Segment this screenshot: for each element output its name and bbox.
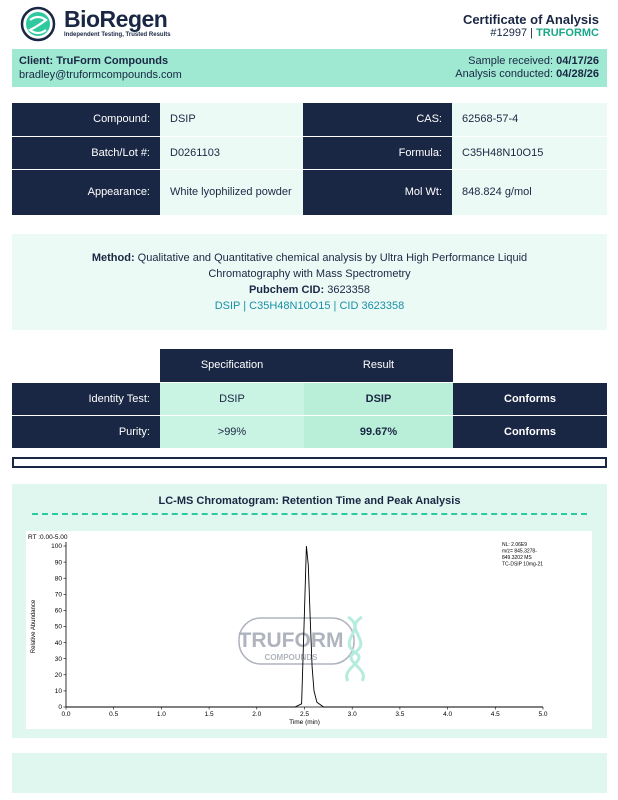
formula-label: Formula: <box>303 136 452 169</box>
y-tick-label: 40 <box>54 639 62 647</box>
method-label: Method: <box>91 252 135 264</box>
y-tick-label: 20 <box>54 672 62 679</box>
watermark-subtitle: COMPOUNDS <box>264 653 318 662</box>
x-tick-label: 3.0 <box>347 711 357 718</box>
cas-value: 62568-57-4 <box>452 103 607 136</box>
y-tick-label: 100 <box>51 543 62 551</box>
identity-label: Identity Test: <box>12 383 160 415</box>
y-tick-label: 60 <box>54 607 62 615</box>
x-tick-label: 1.5 <box>204 711 214 718</box>
divider-box <box>12 457 607 468</box>
batch-label: Batch/Lot #: <box>12 136 160 169</box>
identity-status: Conforms <box>453 383 607 415</box>
x-axis-label: Time (min) <box>289 719 320 726</box>
batch-value: D0261103 <box>160 136 303 169</box>
dashed-divider <box>32 513 587 515</box>
result-column-header: Result <box>304 349 453 382</box>
purity-label: Purity: <box>12 416 160 448</box>
y-tick-label: 90 <box>54 559 62 567</box>
pubchem-links[interactable]: DSIP | C35H48N10O15 | CID 3623358 <box>214 300 405 312</box>
formula-value: C35H48N10O15 <box>452 136 607 169</box>
x-tick-label: 3.5 <box>395 711 405 718</box>
table-row <box>12 169 607 215</box>
table-row <box>12 383 607 415</box>
method-box <box>12 234 607 330</box>
appearance-value: White lyophilized powder <box>160 169 303 215</box>
cas-label: CAS: <box>303 103 452 136</box>
y-tick-label: 70 <box>54 591 62 599</box>
method-text-2: Chromatography with Mass Spectrometry <box>208 268 411 280</box>
spec-column-header: Specification <box>160 349 304 382</box>
rt-range-label: RT :0.00-5.00 <box>28 534 68 541</box>
chromatogram-trace <box>66 546 543 707</box>
document-number: #12997 | TRUFORMC <box>490 27 599 39</box>
footer-panel <box>12 753 607 793</box>
compound-info-table <box>12 103 607 216</box>
y-tick-label: 30 <box>54 655 62 663</box>
appearance-label: Appearance: <box>12 169 160 215</box>
compound-value: DSIP <box>160 103 303 136</box>
table-row <box>12 136 607 169</box>
bioregen-logo-icon <box>20 6 56 42</box>
purity-status: Conforms <box>453 416 607 448</box>
logo-wordmark: BioRegen <box>64 6 168 32</box>
y-axis-label: Relative Abundance <box>31 599 37 654</box>
received-date: 04/17/26 <box>556 55 599 67</box>
x-tick-label: 4.5 <box>490 711 500 718</box>
scan-info-line: NL: 2.06E9 <box>502 542 528 548</box>
x-tick-label: 4.0 <box>443 711 453 718</box>
table-row <box>12 103 607 136</box>
x-tick-label: 2.5 <box>299 711 310 718</box>
identity-result: DSIP <box>304 383 453 415</box>
identity-spec: DSIP <box>160 383 304 415</box>
watermark-title: TRUFORM <box>238 629 344 652</box>
x-tick-label: 0.5 <box>109 711 119 718</box>
cid-value: 3623358 <box>327 284 371 296</box>
chromatogram-panel <box>12 484 607 738</box>
logo-tagline: Independent Testing, Trusted Results <box>64 32 171 38</box>
page-header <box>0 0 618 46</box>
scan-info-line: 849.3202 MS <box>502 555 532 561</box>
scan-info-line: m/z= 845.3278- <box>502 548 537 555</box>
analysis-dates: Sample received: 04/17/26 Analysis conducted: 04/28/26 <box>455 55 599 80</box>
y-tick-label: 0 <box>58 704 62 712</box>
chromatogram-plot <box>26 531 592 729</box>
x-tick-label: 2.0 <box>252 711 262 718</box>
molwt-value: 848.824 g/mol <box>452 169 607 215</box>
molwt-label: Mol Wt: <box>303 169 452 215</box>
y-tick-label: 80 <box>54 575 62 583</box>
conducted-date: 04/28/26 <box>556 68 599 80</box>
client-email[interactable]: bradley@truformcompounds.com <box>19 69 182 81</box>
cid-label: Pubchem CID: <box>248 284 325 296</box>
document-title: Certificate of Analysis <box>462 12 599 27</box>
client-name: Client: TruForm Compounds <box>19 55 169 67</box>
y-tick-label: 10 <box>54 688 62 696</box>
x-tick-label: 5.0 <box>538 711 548 718</box>
x-tick-label: 0.0 <box>61 711 71 718</box>
scan-info-line: TC-DSIP 10mg-21 <box>502 561 544 568</box>
y-tick-label: 50 <box>54 623 62 631</box>
watermark <box>239 617 364 681</box>
compound-label: Compound: <box>12 103 160 136</box>
table-row <box>12 416 607 448</box>
x-tick-label: 1.0 <box>156 711 166 718</box>
client-bar <box>12 49 607 87</box>
chromatogram-title: LC-MS Chromatogram: Retention Time and Peak Analysis <box>158 495 461 507</box>
chromatogram-chart <box>26 531 592 729</box>
purity-result: 99.67% <box>304 416 453 448</box>
method-text: Qualitative and Quantitative chemical analysis by Ultra High Performance Liquid <box>137 252 528 264</box>
purity-spec: >99% <box>160 416 304 448</box>
scan-info <box>502 542 543 568</box>
